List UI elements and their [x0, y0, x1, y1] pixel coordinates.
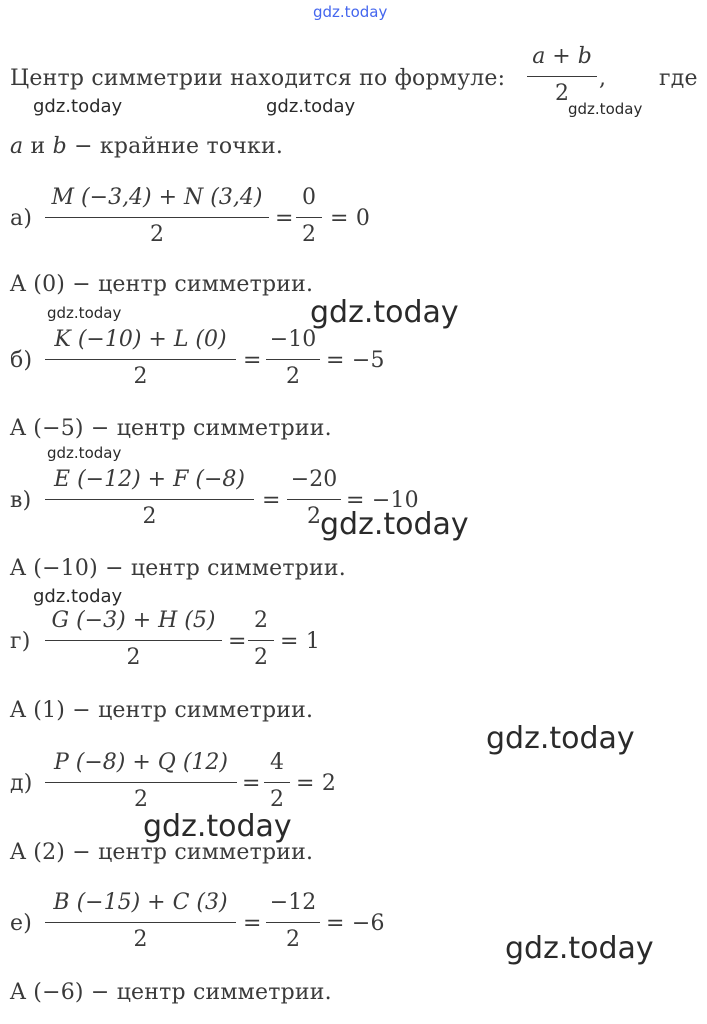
item-g-result-denominator: 2 [254, 645, 268, 670]
watermark-9: gdz.today [486, 721, 635, 756]
intro-line2-mid: и [23, 134, 53, 159]
item-e-answer: = −6 [326, 911, 385, 936]
intro-formula [527, 46, 597, 105]
fraction-bar [266, 922, 320, 923]
item-b-answer: = −5 [326, 348, 385, 373]
variable-b: b [52, 134, 67, 159]
intro-text: Центр симметрии находится по формуле: [10, 66, 506, 91]
intro-formula-denominator: 2 [555, 81, 569, 106]
item-d-result-numerator: 4 [270, 750, 284, 775]
item-e-result: A (−6) − центр симметрии. [10, 980, 332, 1005]
item-g-result: A (1) − центр симметрии. [10, 698, 314, 723]
item-e-label: е) [10, 911, 33, 936]
item-e-equals: = [243, 911, 262, 936]
watermark-6: gdz.today [47, 444, 122, 462]
fraction-bar [264, 782, 290, 783]
item-b-result-denominator: 2 [286, 364, 300, 389]
watermark-11: gdz.today [505, 931, 654, 966]
item-b-result: A (−5) − центр симметрии. [10, 416, 332, 441]
item-a-answer: = 0 [330, 206, 371, 231]
fraction-bar [287, 499, 341, 500]
item-v-equals: = [262, 488, 281, 513]
fraction-bar [45, 640, 222, 641]
item-e-result-numerator: −12 [269, 890, 317, 915]
fraction-bar [45, 217, 269, 218]
item-g-equals: = [228, 629, 247, 654]
item-v-result-numerator: −20 [290, 467, 338, 492]
item-a-result: A (0) − центр симметрии. [10, 272, 314, 297]
item-d-answer: = 2 [296, 771, 337, 796]
fraction-bar [45, 922, 236, 923]
item-d-result: A (2) − центр симметрии. [10, 840, 314, 865]
item-a-result-fraction [296, 187, 322, 246]
item-g-denominator: 2 [126, 645, 141, 670]
item-g-answer: = 1 [280, 629, 321, 654]
fraction-bar [266, 359, 320, 360]
intro-formula-numerator: a + b [532, 44, 592, 69]
item-a-equals: = [275, 206, 294, 231]
item-v-answer: = −10 [346, 488, 419, 513]
item-b-fraction [45, 329, 236, 388]
item-g-result-fraction [248, 610, 274, 669]
item-a-result-denominator: 2 [302, 222, 316, 247]
item-b-result-fraction [266, 329, 320, 388]
item-v-result-denominator: 2 [307, 504, 321, 529]
item-e-result-denominator: 2 [286, 927, 300, 952]
item-d-result-denominator: 2 [270, 787, 284, 812]
watermark-8: gdz.today [33, 586, 123, 607]
item-v-fraction [45, 469, 254, 528]
intro-where: где [659, 66, 698, 91]
item-b-label: б) [10, 348, 33, 373]
watermark-1: gdz.today [33, 96, 123, 117]
watermark-2: gdz.today [266, 96, 356, 117]
item-d-numerator: P (−8) + Q (12) [53, 750, 228, 775]
item-d-label: д) [10, 771, 33, 796]
item-b-denominator: 2 [133, 364, 148, 389]
fraction-bar [45, 359, 236, 360]
item-b-numerator: K (−10) + L (0) [54, 327, 227, 352]
item-v-label: в) [10, 488, 32, 513]
watermark-7: gdz.today [320, 507, 469, 542]
watermark-5: gdz.today [310, 295, 459, 330]
item-a-result-numerator: 0 [302, 185, 316, 210]
item-d-result-fraction [264, 752, 290, 811]
intro-line2-rest: − крайние точки. [66, 134, 284, 159]
item-g-numerator: G (−3) + H (5) [51, 608, 216, 633]
item-a-numerator: M (−3,4) + N (3,4) [51, 185, 263, 210]
item-d-fraction [45, 752, 237, 811]
intro-comma: , [599, 66, 607, 91]
item-e-result-fraction [266, 892, 320, 951]
item-g-label: г) [10, 629, 31, 654]
watermark-4: gdz.today [47, 304, 122, 322]
item-d-equals: = [242, 771, 261, 796]
variable-a: a [10, 134, 24, 159]
fraction-bar [248, 640, 274, 641]
item-a-denominator: 2 [150, 222, 164, 247]
item-a-fraction [45, 187, 269, 246]
fraction-bar [527, 76, 597, 77]
item-e-numerator: B (−15) + C (3) [53, 890, 228, 915]
watermark-top: gdz.today [313, 3, 388, 21]
item-g-fraction [45, 610, 222, 669]
item-b-equals: = [243, 348, 262, 373]
item-a-label: а) [10, 206, 33, 231]
watermark-3: gdz.today [568, 100, 643, 118]
item-v-denominator: 2 [142, 504, 157, 529]
item-v-numerator: E (−12) + F (−8) [54, 467, 245, 492]
item-g-result-numerator: 2 [254, 608, 268, 633]
item-e-fraction [45, 892, 236, 951]
fraction-bar [45, 499, 254, 500]
item-e-denominator: 2 [133, 927, 148, 952]
fraction-bar [296, 217, 322, 218]
watermark-10: gdz.today [143, 809, 292, 844]
item-b-result-numerator: −10 [269, 327, 317, 352]
item-d-denominator: 2 [134, 787, 148, 812]
intro-line2 [10, 136, 283, 158]
fraction-bar [45, 782, 237, 783]
item-v-result: A (−10) − центр симметрии. [10, 556, 346, 581]
